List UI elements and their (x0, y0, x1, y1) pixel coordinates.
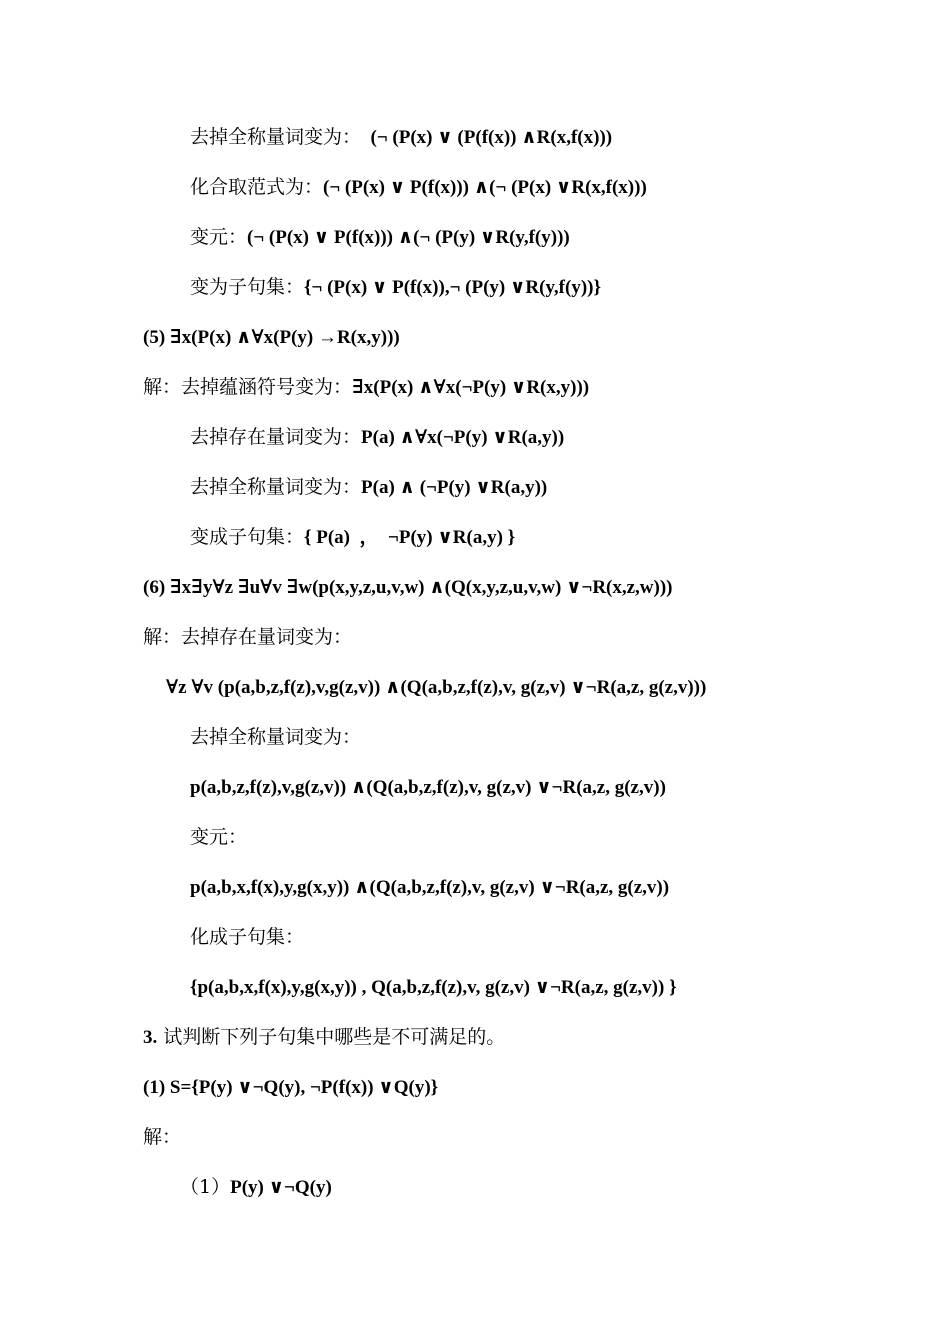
text-line (180, 1174, 332, 1200)
line-formula: (6) ∃x∃y∀z ∃u∀v ∃w(p(x,y,z,u,v,w) ∧(Q(x,y,z,u,v,w) ∨¬R(x,z,w))) (143, 577, 673, 598)
text-line (190, 124, 612, 150)
formula-line (190, 874, 669, 900)
line-formula: { P(a) ， ¬P(y) ∨R(a,y) } (304, 527, 516, 548)
line-formula: (¬ (P(x) ∨ (P(f(x)) ∧R(x,f(x))) (361, 127, 613, 148)
question-heading (143, 1024, 505, 1050)
line-formula: P(y) ∨¬Q(y) (230, 1177, 332, 1198)
text-line (190, 224, 570, 250)
line-formula: {¬ (P(x) ∨ P(f(x)),¬ (P(y) ∨R(y,f(y))} (304, 277, 601, 298)
line-label: 去掉全称量词变为： (190, 476, 362, 498)
line-label: 解： (143, 1126, 182, 1148)
line-label: 变元： (190, 826, 248, 848)
text-line (190, 524, 515, 550)
text-line (143, 1124, 181, 1150)
line-formula: p(a,b,z,f(z),v,g(z,v)) ∧(Q(a,b,z,f(z),v, g(z,v) ∨¬R(a,z, g(z,v)) (190, 777, 666, 798)
line-formula: P(a) ∧∀x(¬P(y) ∨R(a,y)) (361, 427, 565, 448)
line-label: （1） (180, 1176, 231, 1198)
line-formula: {p(a,b,x,f(x),y,g(x,y)) , Q(a,b,z,f(z),v, g(z,v) ∨¬R(a,z, g(z,v)) } (190, 977, 677, 998)
text-line (190, 174, 647, 200)
line-formula: 3. (143, 1027, 158, 1048)
line-formula: P(a) ∧ (¬P(y) ∨R(a,y)) (361, 477, 548, 498)
text-line (143, 374, 589, 400)
section-heading (143, 324, 400, 350)
text-line (143, 624, 352, 650)
line-formula: ∃x(P(x) ∧∀x(¬P(y) ∨R(x,y))) (352, 377, 590, 398)
formula-line (190, 974, 677, 1000)
text-line (190, 824, 247, 850)
line-formula: (5) ∃x(P(x) ∧∀x(P(y) →R(x,y))) (143, 327, 400, 348)
line-label: 解：去掉蕴涵符号变为： (143, 376, 353, 398)
line-label: 解：去掉存在量词变为： (143, 626, 353, 648)
formula-line (166, 674, 706, 700)
line-formula: (1) S={P(y) ∨¬Q(y), ¬P(f(x)) ∨Q(y)} (143, 1077, 439, 1098)
line-label: 去掉全称量词变为： (190, 726, 362, 748)
line-label: 化合取范式为： (190, 176, 324, 198)
line-formula: (¬ (P(x) ∨ P(f(x))) ∧(¬ (P(x) ∨R(x,f(x))) (323, 177, 647, 198)
line-label: 试判断下列子句集中哪些是不可满足的。 (157, 1026, 506, 1048)
line-label: 去掉全称量词变为： (190, 126, 362, 148)
text-line (190, 474, 547, 500)
text-line (190, 274, 601, 300)
section-heading (143, 574, 673, 600)
line-label: 去掉存在量词变为： (190, 426, 362, 448)
line-label: 变成子句集： (190, 526, 305, 548)
formula-line (190, 774, 666, 800)
text-line (190, 924, 304, 950)
line-formula: p(a,b,x,f(x),y,g(x,y)) ∧(Q(a,b,z,f(z),v, g(z,v) ∨¬R(a,z, g(z,v)) (190, 877, 670, 898)
text-line (190, 424, 564, 450)
line-label: 变为子句集： (190, 276, 305, 298)
section-heading (143, 1074, 438, 1100)
line-formula: ∀z ∀v (p(a,b,z,f(z),v,g(z,v)) ∧(Q(a,b,z,f(z),v, g(z,v) ∨¬R(a,z, g(z,v))) (166, 677, 707, 698)
line-label: 变元： (190, 226, 248, 248)
line-label: 化成子句集： (190, 926, 305, 948)
line-formula: (¬ (P(x) ∨ P(f(x))) ∧(¬ (P(y) ∨R(y,f(y))) (247, 227, 570, 248)
text-line (190, 724, 361, 750)
